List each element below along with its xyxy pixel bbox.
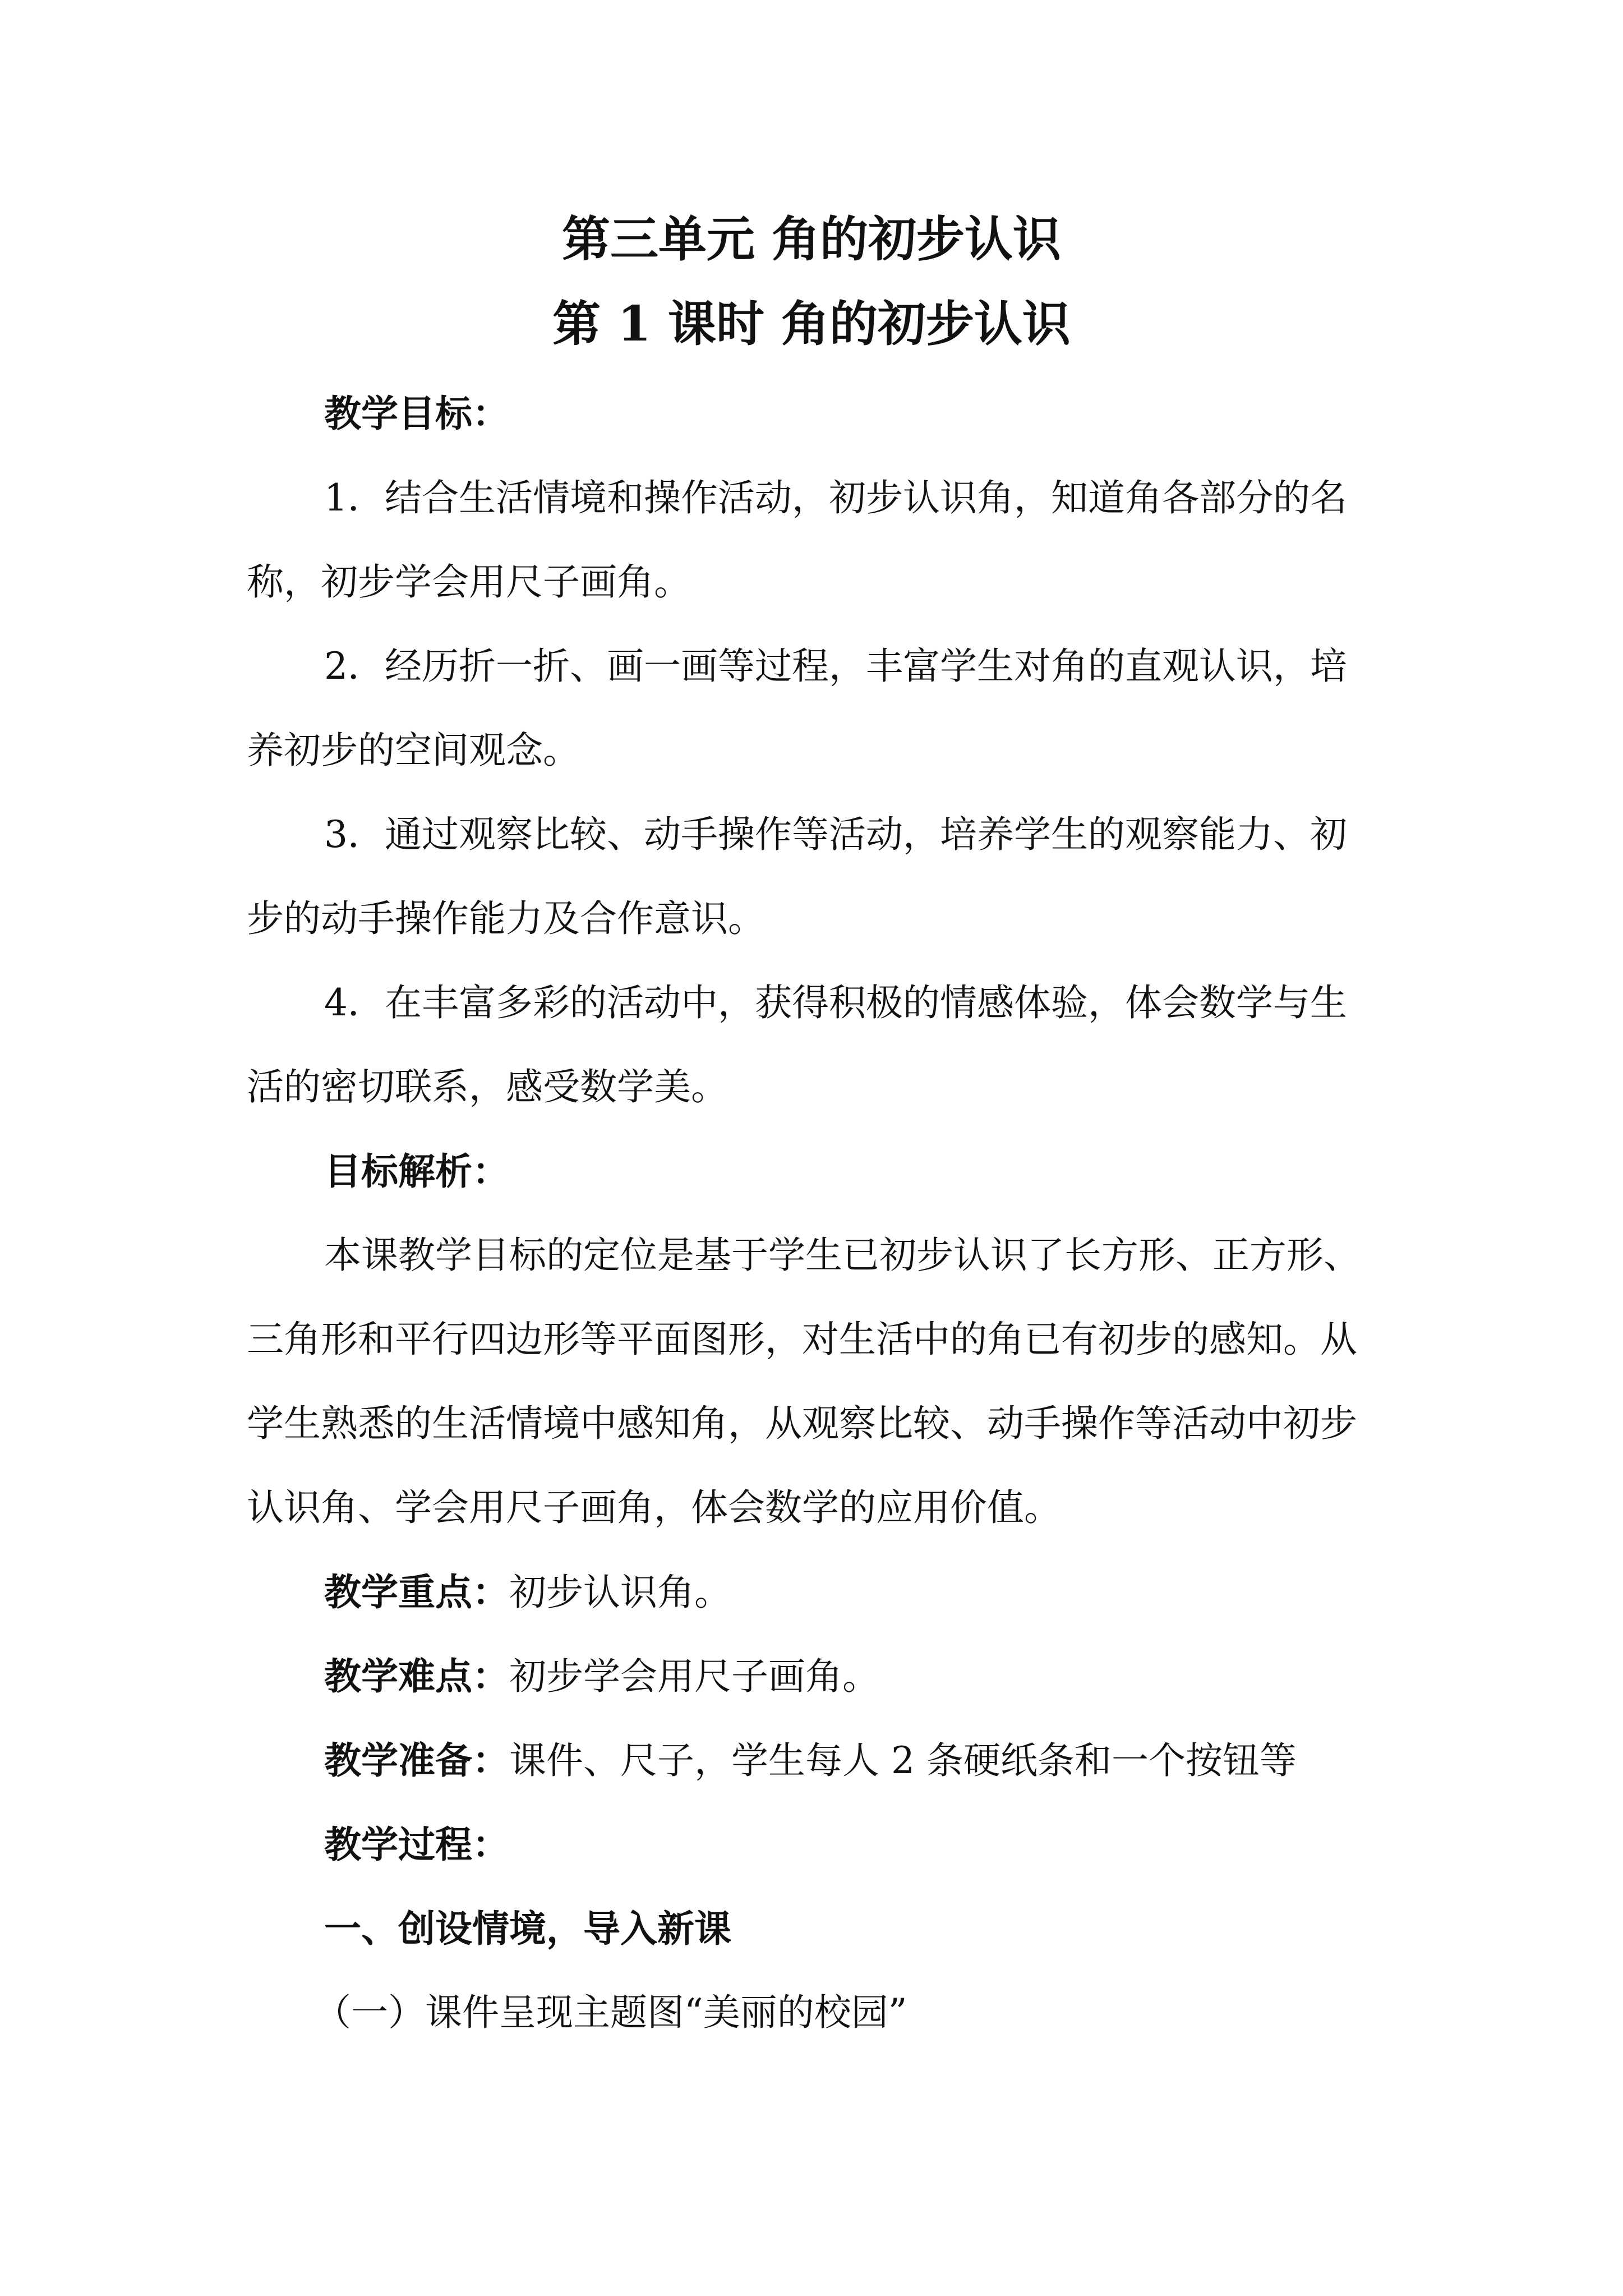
difficulty-row xyxy=(324,1651,1479,1702)
difficulty-label: 教学难点： xyxy=(324,1654,509,1698)
objectives-heading: 教学目标： xyxy=(324,392,509,435)
preparation-text: 课件、尺子，学生每人 2 条硬纸条和一个按钮等 xyxy=(509,1739,1297,1782)
process-heading: 教学过程： xyxy=(324,1823,509,1866)
preparation-row xyxy=(324,1735,1479,1786)
objective-1-line-2: 称，初步学会用尺子画角。 xyxy=(247,560,691,604)
objective-3-line-2: 步的动手操作能力及合作意识。 xyxy=(247,897,765,940)
section-1-heading: 一、创设情境，导入新课 xyxy=(324,1907,731,1950)
objective-2-line-2: 养初步的空间观念。 xyxy=(247,729,580,772)
objective-3-line-1: 3．通过观察比较、动手操作等活动，培养学生的观察能力、初 xyxy=(324,813,1347,856)
objective-2-line-1: 2．经历折一折、画一画等过程，丰富学生对角的直观认识，培 xyxy=(324,645,1347,688)
objective-1-line-1: 1．结合生活情境和操作活动，初步认识角，知道角各部分的名 xyxy=(324,476,1347,519)
key-point-label: 教学重点： xyxy=(324,1570,509,1614)
objective-4-line-2: 活的密切联系，感受数学美。 xyxy=(247,1065,728,1108)
unit-title: 第三单元 角的初步认识 xyxy=(562,211,1061,268)
analysis-heading: 目标解析： xyxy=(324,1149,509,1193)
key-point-row xyxy=(324,1567,1479,1618)
difficulty-text: 初步学会用尺子画角。 xyxy=(509,1655,879,1698)
key-point-text: 初步认识角。 xyxy=(509,1571,731,1614)
preparation-label: 教学准备： xyxy=(324,1738,509,1782)
analysis-line-4: 认识角、学会用尺子画角，体会数学的应用价值。 xyxy=(247,1486,1061,1529)
analysis-line-1: 本课教学目标的定位是基于学生已初步认识了长方形、正方形、 xyxy=(324,1234,1361,1277)
subsection-1-heading: （一）课件呈现主题图“美丽的校园” xyxy=(314,1991,907,2034)
analysis-line-3: 学生熟悉的生活情境中感知角，从观察比较、动手操作等活动中初步 xyxy=(247,1402,1357,1445)
analysis-line-2: 三角形和平行四边形等平面图形，对生活中的角已有初步的感知。从 xyxy=(247,1318,1357,1361)
objective-4-line-1: 4．在丰富多彩的活动中，获得积极的情感体验，体会数学与生 xyxy=(324,981,1347,1024)
lesson-title: 第 1 课时 角的初步认识 xyxy=(552,296,1071,352)
